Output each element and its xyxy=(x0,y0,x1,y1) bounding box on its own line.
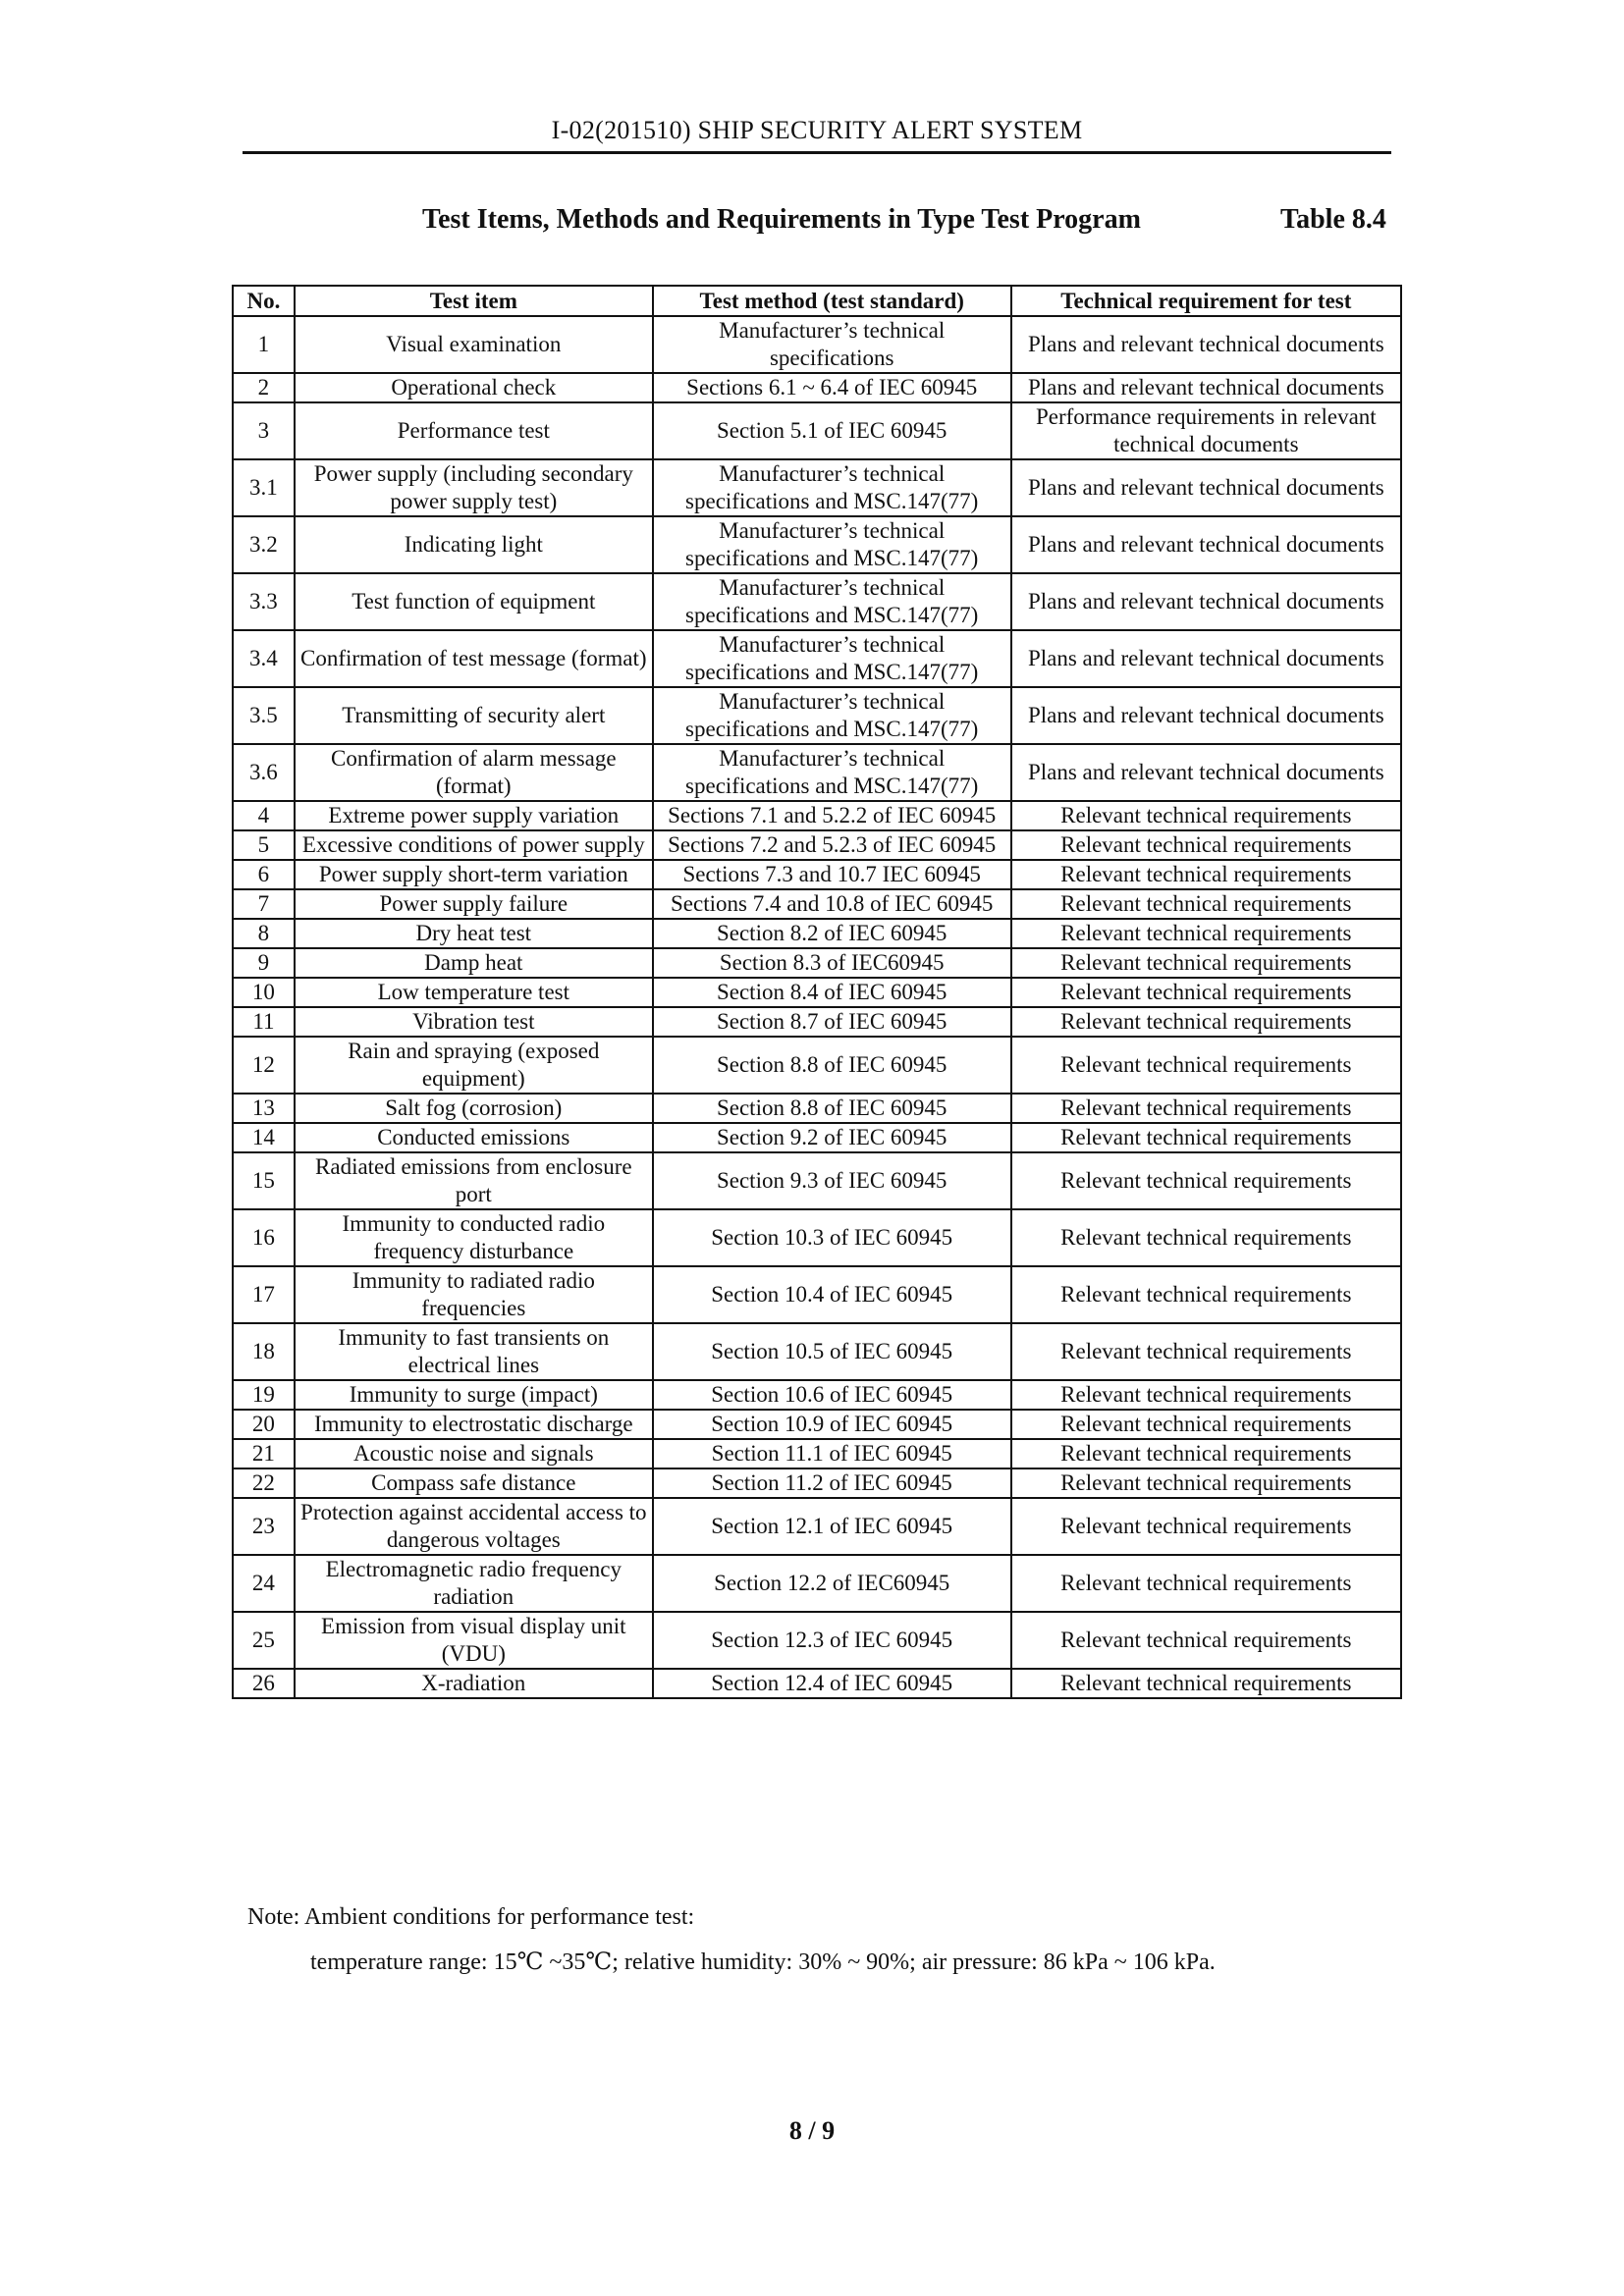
table-row xyxy=(233,573,1401,630)
cell-no: 3.5 xyxy=(233,687,295,744)
cell-test-item: Performance test xyxy=(295,402,653,459)
cell-test-item: Power supply short-term variation xyxy=(295,860,653,889)
cell-test-item: Protection against accidental access to dangerous voltages xyxy=(295,1498,653,1555)
table-row xyxy=(233,919,1401,948)
cell-test-item: Immunity to fast transients on electrical lines xyxy=(295,1323,653,1380)
cell-requirement: Relevant technical requirements xyxy=(1011,1094,1401,1123)
cell-test-item: Confirmation of test message (format) xyxy=(295,630,653,687)
table-row xyxy=(233,1439,1401,1468)
cell-test-method: Manufacturer’s technical specifications and MSC.147(77) xyxy=(653,687,1011,744)
cell-test-method: Manufacturer’s technical specifications and MSC.147(77) xyxy=(653,516,1011,573)
table-body xyxy=(233,316,1401,1698)
table-row xyxy=(233,1123,1401,1152)
cell-no: 3.6 xyxy=(233,744,295,801)
column-header-no: No. xyxy=(233,286,295,316)
cell-no: 25 xyxy=(233,1612,295,1669)
table-row xyxy=(233,1209,1401,1266)
table-row xyxy=(233,1037,1401,1094)
cell-no: 12 xyxy=(233,1037,295,1094)
table-row xyxy=(233,1266,1401,1323)
table-header-row xyxy=(233,286,1401,316)
cell-test-item: Immunity to surge (impact) xyxy=(295,1380,653,1410)
cell-test-method: Section 12.3 of IEC 60945 xyxy=(653,1612,1011,1669)
note-label: Note: Ambient conditions for performance test: xyxy=(247,1904,695,1930)
cell-no: 6 xyxy=(233,860,295,889)
cell-requirement: Relevant technical requirements xyxy=(1011,1007,1401,1037)
table-row xyxy=(233,687,1401,744)
cell-test-method: Manufacturer’s technical specifications and MSC.147(77) xyxy=(653,573,1011,630)
cell-no: 19 xyxy=(233,1380,295,1410)
cell-no: 23 xyxy=(233,1498,295,1555)
cell-test-method: Section 8.8 of IEC 60945 xyxy=(653,1037,1011,1094)
table-row xyxy=(233,459,1401,516)
cell-test-item: Extreme power supply variation xyxy=(295,801,653,830)
cell-no: 5 xyxy=(233,830,295,860)
cell-test-method: Sections 7.2 and 5.2.3 of IEC 60945 xyxy=(653,830,1011,860)
cell-no: 24 xyxy=(233,1555,295,1612)
table-row xyxy=(233,630,1401,687)
cell-requirement: Plans and relevant technical documents xyxy=(1011,516,1401,573)
table-row xyxy=(233,830,1401,860)
cell-test-item: Immunity to electrostatic discharge xyxy=(295,1410,653,1439)
table-row xyxy=(233,744,1401,801)
table-row xyxy=(233,516,1401,573)
cell-test-method: Sections 7.3 and 10.7 IEC 60945 xyxy=(653,860,1011,889)
cell-requirement: Plans and relevant technical documents xyxy=(1011,573,1401,630)
table-row xyxy=(233,889,1401,919)
cell-requirement: Relevant technical requirements xyxy=(1011,1555,1401,1612)
cell-test-item: Damp heat xyxy=(295,948,653,978)
table-row xyxy=(233,1498,1401,1555)
cell-requirement: Relevant technical requirements xyxy=(1011,1498,1401,1555)
table-row xyxy=(233,316,1401,373)
cell-test-method: Section 11.1 of IEC 60945 xyxy=(653,1439,1011,1468)
cell-test-item: Acoustic noise and signals xyxy=(295,1439,653,1468)
cell-test-method: Sections 7.4 and 10.8 of IEC 60945 xyxy=(653,889,1011,919)
cell-requirement: Plans and relevant technical documents xyxy=(1011,687,1401,744)
cell-test-item: Power supply (including secondary power supply test) xyxy=(295,459,653,516)
table-row xyxy=(233,402,1401,459)
cell-test-method: Section 10.5 of IEC 60945 xyxy=(653,1323,1011,1380)
cell-test-method: Section 10.6 of IEC 60945 xyxy=(653,1380,1011,1410)
column-header-test-method: Test method (test standard) xyxy=(653,286,1011,316)
cell-test-method: Manufacturer’s technical specifications and MSC.147(77) xyxy=(653,459,1011,516)
cell-no: 16 xyxy=(233,1209,295,1266)
table-row xyxy=(233,1380,1401,1410)
table-row xyxy=(233,1410,1401,1439)
cell-no: 4 xyxy=(233,801,295,830)
cell-requirement: Relevant technical requirements xyxy=(1011,1266,1401,1323)
table-row xyxy=(233,1468,1401,1498)
page-number: 8 / 9 xyxy=(788,2116,836,2145)
cell-no: 7 xyxy=(233,889,295,919)
cell-requirement: Relevant technical requirements xyxy=(1011,1323,1401,1380)
cell-test-method: Section 8.2 of IEC 60945 xyxy=(653,919,1011,948)
cell-requirement: Relevant technical requirements xyxy=(1011,889,1401,919)
table-row xyxy=(233,801,1401,830)
cell-test-item: Excessive conditions of power supply xyxy=(295,830,653,860)
cell-no: 20 xyxy=(233,1410,295,1439)
cell-requirement: Relevant technical requirements xyxy=(1011,1380,1401,1410)
cell-test-method: Sections 7.1 and 5.2.2 of IEC 60945 xyxy=(653,801,1011,830)
table-row xyxy=(233,948,1401,978)
cell-requirement: Relevant technical requirements xyxy=(1011,1152,1401,1209)
cell-test-item: Vibration test xyxy=(295,1007,653,1037)
cell-test-method: Section 8.4 of IEC 60945 xyxy=(653,978,1011,1007)
cell-no: 17 xyxy=(233,1266,295,1323)
test-items-table xyxy=(232,285,1402,1699)
cell-test-item: Compass safe distance xyxy=(295,1468,653,1498)
note-detail: temperature range: 15℃ ~35℃; relative humidity: 30% ~ 90%; air pressure: 86 kPa ~ 106 kPa. xyxy=(310,1949,1216,1975)
cell-no: 13 xyxy=(233,1094,295,1123)
cell-test-item: Emission from visual display unit (VDU) xyxy=(295,1612,653,1669)
cell-test-method: Section 9.2 of IEC 60945 xyxy=(653,1123,1011,1152)
cell-no: 3.2 xyxy=(233,516,295,573)
cell-no: 21 xyxy=(233,1439,295,1468)
cell-test-item: Immunity to radiated radio frequencies xyxy=(295,1266,653,1323)
table-row xyxy=(233,978,1401,1007)
table-row xyxy=(233,1669,1401,1698)
cell-test-method: Section 9.3 of IEC 60945 xyxy=(653,1152,1011,1209)
cell-test-item: Visual examination xyxy=(295,316,653,373)
cell-no: 15 xyxy=(233,1152,295,1209)
cell-test-item: Immunity to conducted radio frequency disturbance xyxy=(295,1209,653,1266)
cell-no: 2 xyxy=(233,373,295,402)
cell-requirement: Relevant technical requirements xyxy=(1011,830,1401,860)
cell-no: 1 xyxy=(233,316,295,373)
cell-test-method: Section 10.4 of IEC 60945 xyxy=(653,1266,1011,1323)
cell-requirement: Plans and relevant technical documents xyxy=(1011,630,1401,687)
cell-test-item: Radiated emissions from enclosure port xyxy=(295,1152,653,1209)
cell-no: 11 xyxy=(233,1007,295,1037)
table-row xyxy=(233,1094,1401,1123)
cell-no: 18 xyxy=(233,1323,295,1380)
cell-requirement: Relevant technical requirements xyxy=(1011,1123,1401,1152)
cell-test-method: Section 10.9 of IEC 60945 xyxy=(653,1410,1011,1439)
cell-requirement: Relevant technical requirements xyxy=(1011,1439,1401,1468)
cell-test-method: Section 12.4 of IEC 60945 xyxy=(653,1669,1011,1698)
cell-test-item: Salt fog (corrosion) xyxy=(295,1094,653,1123)
cell-test-method: Manufacturer’s technical specifications xyxy=(653,316,1011,373)
cell-test-method: Section 5.1 of IEC 60945 xyxy=(653,402,1011,459)
cell-requirement: Plans and relevant technical documents xyxy=(1011,316,1401,373)
cell-test-method: Section 12.1 of IEC 60945 xyxy=(653,1498,1011,1555)
cell-test-method: Manufacturer’s technical specifications and MSC.147(77) xyxy=(653,744,1011,801)
cell-no: 22 xyxy=(233,1468,295,1498)
cell-requirement: Plans and relevant technical documents xyxy=(1011,459,1401,516)
cell-no: 3 xyxy=(233,402,295,459)
cell-test-method: Section 11.2 of IEC 60945 xyxy=(653,1468,1011,1498)
table-row xyxy=(233,1007,1401,1037)
table-row xyxy=(233,1323,1401,1380)
cell-requirement: Relevant technical requirements xyxy=(1011,1037,1401,1094)
cell-test-item: Conducted emissions xyxy=(295,1123,653,1152)
cell-requirement: Relevant technical requirements xyxy=(1011,1209,1401,1266)
column-header-requirement: Technical requirement for test xyxy=(1011,286,1401,316)
cell-test-item: Rain and spraying (exposed equipment) xyxy=(295,1037,653,1094)
cell-requirement: Relevant technical requirements xyxy=(1011,1669,1401,1698)
cell-no: 10 xyxy=(233,978,295,1007)
cell-test-method: Section 8.7 of IEC 60945 xyxy=(653,1007,1011,1037)
cell-requirement: Plans and relevant technical documents xyxy=(1011,373,1401,402)
table-title: Test Items, Methods and Requirements in Type Test Program xyxy=(422,204,1141,235)
cell-requirement: Relevant technical requirements xyxy=(1011,1410,1401,1439)
cell-test-method: Section 10.3 of IEC 60945 xyxy=(653,1209,1011,1266)
table-row xyxy=(233,1555,1401,1612)
table-row xyxy=(233,1152,1401,1209)
cell-no: 9 xyxy=(233,948,295,978)
cell-requirement: Plans and relevant technical documents xyxy=(1011,744,1401,801)
column-header-test-item: Test item xyxy=(295,286,653,316)
cell-test-item: Operational check xyxy=(295,373,653,402)
cell-test-method: Sections 6.1 ~ 6.4 of IEC 60945 xyxy=(653,373,1011,402)
cell-requirement: Relevant technical requirements xyxy=(1011,1612,1401,1669)
cell-test-item: Dry heat test xyxy=(295,919,653,948)
cell-requirement: Performance requirements in relevant technical documents xyxy=(1011,402,1401,459)
cell-requirement: Relevant technical requirements xyxy=(1011,978,1401,1007)
cell-no: 8 xyxy=(233,919,295,948)
cell-requirement: Relevant technical requirements xyxy=(1011,860,1401,889)
table-row xyxy=(233,1612,1401,1669)
table-row xyxy=(233,373,1401,402)
cell-test-method: Section 8.3 of IEC60945 xyxy=(653,948,1011,978)
cell-no: 3.3 xyxy=(233,573,295,630)
cell-test-method: Section 8.8 of IEC 60945 xyxy=(653,1094,1011,1123)
cell-requirement: Relevant technical requirements xyxy=(1011,919,1401,948)
cell-test-item: Low temperature test xyxy=(295,978,653,1007)
cell-test-item: Indicating light xyxy=(295,516,653,573)
cell-no: 3.1 xyxy=(233,459,295,516)
cell-test-item: Transmitting of security alert xyxy=(295,687,653,744)
table-number: Table 8.4 xyxy=(1280,204,1386,235)
cell-test-method: Section 12.2 of IEC60945 xyxy=(653,1555,1011,1612)
cell-requirement: Relevant technical requirements xyxy=(1011,948,1401,978)
header-rule xyxy=(243,151,1391,154)
cell-test-item: X-radiation xyxy=(295,1669,653,1698)
cell-test-item: Electromagnetic radio frequency radiation xyxy=(295,1555,653,1612)
cell-no: 26 xyxy=(233,1669,295,1698)
cell-no: 14 xyxy=(233,1123,295,1152)
cell-test-method: Manufacturer’s technical specifications and MSC.147(77) xyxy=(653,630,1011,687)
document-header: I-02(201510) SHIP SECURITY ALERT SYSTEM xyxy=(551,116,1083,144)
cell-requirement: Relevant technical requirements xyxy=(1011,801,1401,830)
cell-no: 3.4 xyxy=(233,630,295,687)
cell-test-item: Test function of equipment xyxy=(295,573,653,630)
cell-test-item: Confirmation of alarm message (format) xyxy=(295,744,653,801)
table-row xyxy=(233,860,1401,889)
cell-requirement: Relevant technical requirements xyxy=(1011,1468,1401,1498)
cell-test-item: Power supply failure xyxy=(295,889,653,919)
